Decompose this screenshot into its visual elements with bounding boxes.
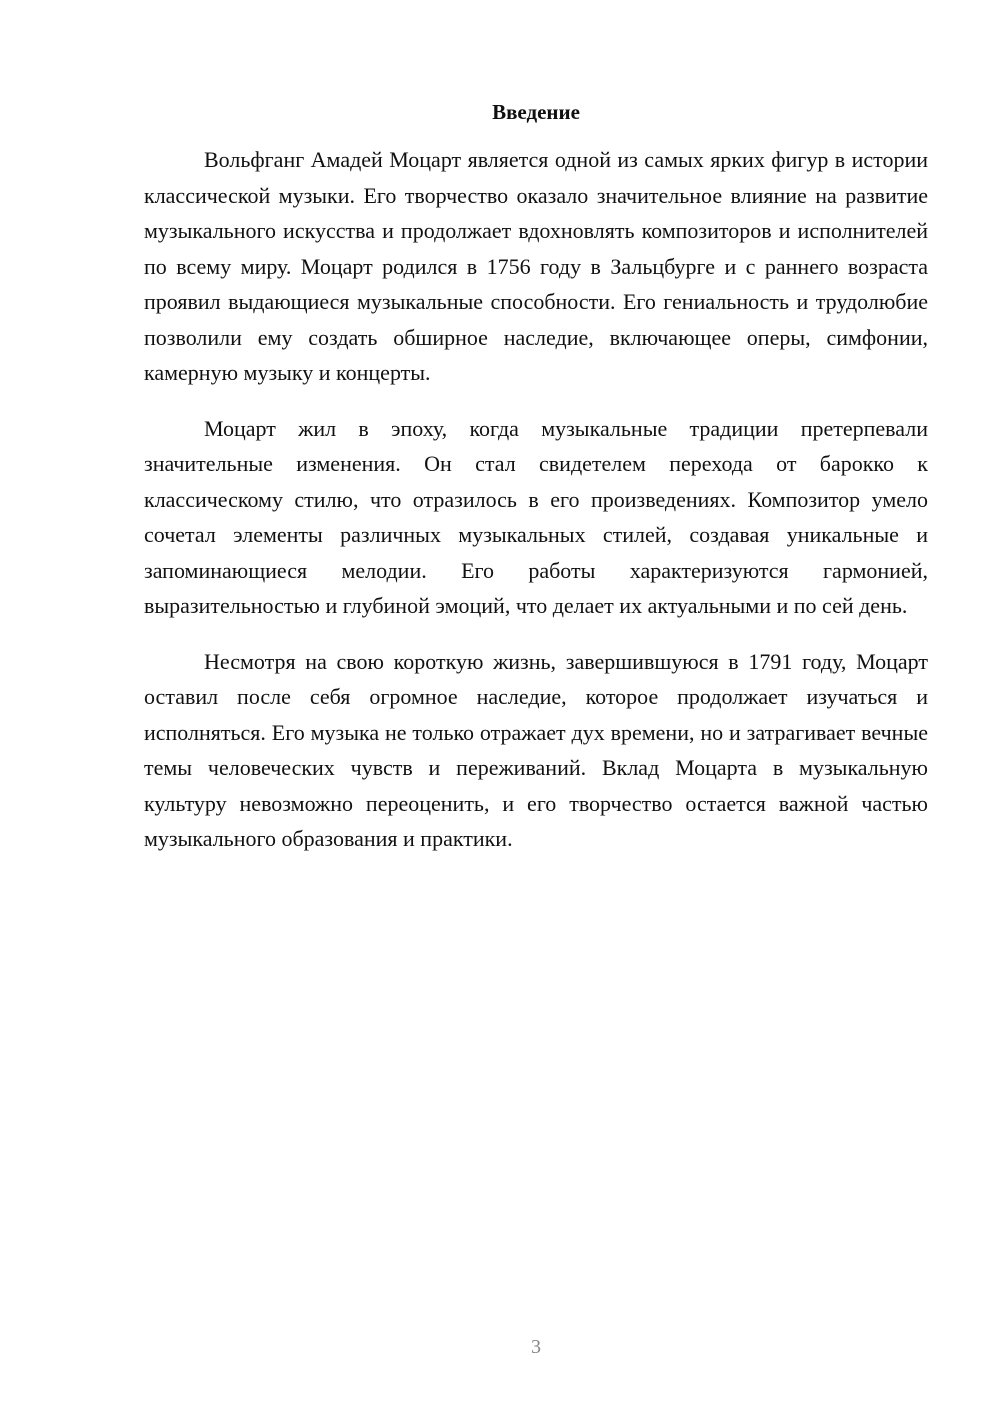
- paragraph-2: Моцарт жил в эпоху, когда музыкальные традиции претерпевали значительные изменения. Он стал свидетелем перехода от барокко к классическому стилю, что отразилось в его произведениях. Композитор умело сочетал элементы различных музыкальных стилей, создавая уникальные и запоминающиеся мелодии. Его работы характеризуются гармонией, выразительностью и глубиной эмоций, что делает их актуальными и по сей день.: [144, 415, 928, 618]
- section-heading: Введение: [492, 100, 580, 124]
- paragraph-3: Несмотря на свою короткую жизнь, завершившуюся в 1791 году, Моцарт оставил после себя огромное наследие, которое продолжает изучаться и исполняться. Его музыка не только отражает дух времени, но и затрагивает вечные темы человеческих чувств и переживаний. Вклад Моцарта в музыкальную культуру невозможно переоценить, и его творчество остается важной частью музыкального образования и практики.: [144, 648, 928, 851]
- page-number: 3: [531, 1336, 541, 1358]
- paragraph-1: Вольфганг Амадей Моцарт является одной из самых ярких фигур в истории классической музыки. Его творчество оказало значительное влияние на развитие музыкального искусства и продолжает вдохновлять композиторов и исполнителей по всему миру. Моцарт родился в 1756 году в Зальцбурге и с раннего возраста проявил выдающиеся музыкальные способности. Его гениальность и трудолюбие позволили ему создать обширное наследие, включающее оперы, симфонии, камерную музыку и концерты.: [144, 147, 928, 385]
- body-text: [144, 142, 928, 877]
